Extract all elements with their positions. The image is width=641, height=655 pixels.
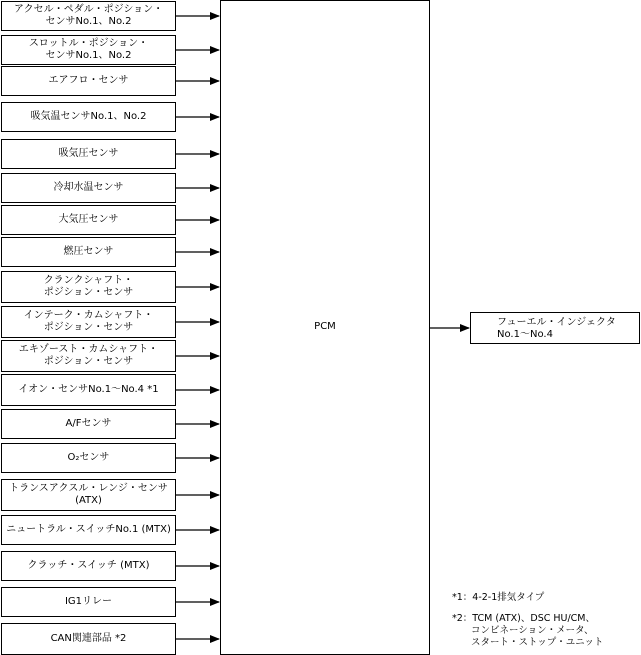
input-box: 吸気温センサNo.1、No.2 <box>1 102 176 132</box>
footnote-1: *1：4-2-1排気タイプ <box>452 592 545 603</box>
footnote-2: *2：TCM (ATX)、DSC HU/CM、 コンビネーション・メータ、 スタート・ストップ・ユニット <box>452 613 604 648</box>
input-box: スロットル・ポジション・ センサNo.1、No.2 <box>1 35 176 65</box>
input-box: A/Fセンサ <box>1 409 176 439</box>
fuel-injector-output-box: フューエル・インジェクタ No.1～No.4 <box>470 312 640 344</box>
input-box: ニュートラル・スイッチNo.1 (MTX) <box>1 515 176 545</box>
input-box: 冷却水温センサ <box>1 173 176 203</box>
input-box: CAN関連部品 *2 <box>1 623 176 655</box>
input-box: 大気圧センサ <box>1 205 176 235</box>
input-box: クラッチ・スイッチ (MTX) <box>1 551 176 581</box>
input-box: O₂センサ <box>1 443 176 473</box>
input-box: 吸気圧センサ <box>1 139 176 169</box>
input-box: 燃圧センサ <box>1 237 176 267</box>
input-box: エキゾースト・カムシャフト・ ポジション・センサ <box>1 340 176 372</box>
input-box: インテーク・カムシャフト・ ポジション・センサ <box>1 306 176 338</box>
input-box: IG1リレー <box>1 587 176 617</box>
input-box: トランスアクスル・レンジ・センサ (ATX) <box>1 479 176 511</box>
input-box: アクセル・ペダル・ポジション・ センサNo.1、No.2 <box>1 1 176 31</box>
pcm-block <box>220 0 430 655</box>
input-box: エアフロ・センサ <box>1 66 176 96</box>
input-box: イオン・センサNo.1～No.4 *1 <box>1 374 176 406</box>
pcm-label: PCM <box>314 321 336 332</box>
input-box: クランクシャフト・ ポジション・センサ <box>1 271 176 303</box>
